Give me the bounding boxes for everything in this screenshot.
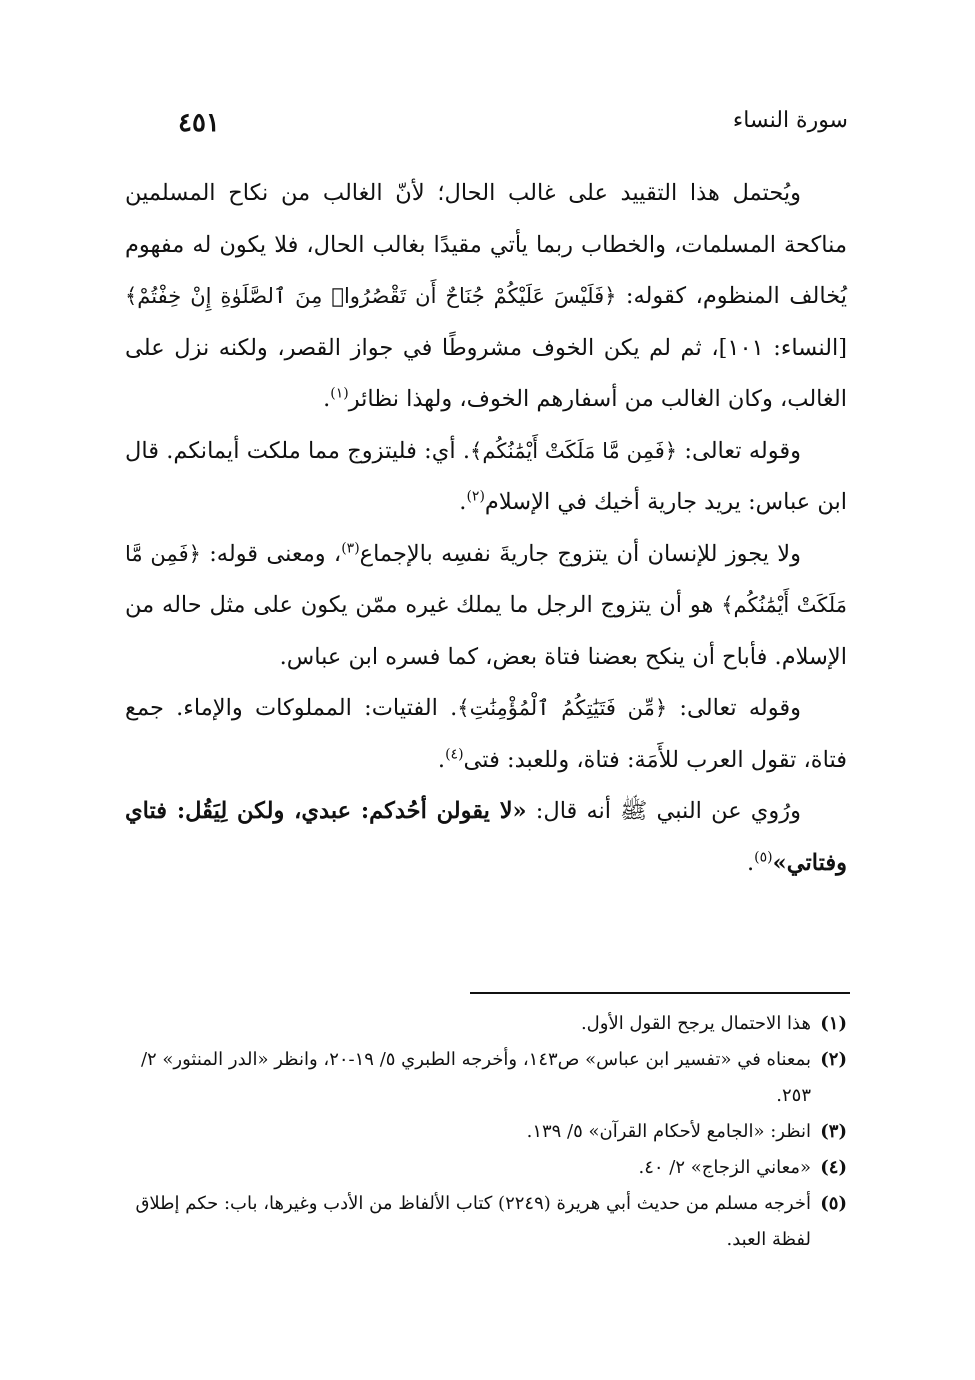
footnote-ref-2[interactable]: (٢) xyxy=(466,488,485,505)
text: ، ومعنى قوله: xyxy=(200,540,342,567)
text: ورُوي عن النبي ﷺ أنه قال: xyxy=(526,798,801,824)
footnote-2 xyxy=(125,1042,847,1114)
paragraph-5 xyxy=(125,786,847,889)
footnote-ref-4[interactable]: (٤) xyxy=(445,746,464,762)
footnotes xyxy=(125,1006,847,1258)
paragraph-3 xyxy=(125,529,847,684)
paragraph-2 xyxy=(125,426,847,529)
text: . xyxy=(437,746,446,773)
footnote-number: (٥) xyxy=(820,1193,847,1214)
text: ولا يجوز للإنسان أن يتزوج جاريةَ نفسِه بالإجماع xyxy=(359,540,802,567)
text: هو أن يتزوج الرجل ما يملك غيره ممّن يكون على مثل حاله من الإسلام. فأباح أن ينكح بعضنا فتاة بعض، كما فسره ابن عباس. xyxy=(125,592,847,670)
text: [النساء: ١٠١]، ثم لم يكن الخوف مشروطًا في جواز القصر، ولكنه نزل على الغالب، وكان الغالب من أسفارهم الخوف، ولهذا نظائر xyxy=(125,334,848,412)
hadith-quote: «لا يقولن أحُدكم: عبدي، ولكن لِيَقُل: فتاي وفتاتي» xyxy=(125,798,847,876)
footnote-number: (٢) xyxy=(820,1049,847,1070)
page-header xyxy=(178,108,848,148)
footnote-text: أخرجه مسلم من حديث أبي هريرة (٢٢٤٩) كتاب الألفاظ من الأدب وغيرها، باب: حكم إطلاق لفظة العبد. xyxy=(135,1193,811,1250)
text: وقوله تعالى: xyxy=(667,695,802,721)
footnote-1 xyxy=(125,1006,847,1042)
text: . xyxy=(459,489,467,515)
main-text xyxy=(125,168,847,889)
quran-verse: ﴿فَمِن مَّا مَلَكَتْ أَيْمَٰنُكُم﴾ xyxy=(125,541,847,617)
quran-verse: ﴿فَلَيْسَ عَلَيْكُمْ جُنَاحٌ أَن تَقْصُرُوا۟ مِنَ ٱلصَّلَوٰةِ إِنْ خِفْتُمْ﴾ xyxy=(125,284,617,308)
text: ويُحتمل هذا التقييد على غالب الحال؛ لأنّ الغالب من نكاح المسلمين مناكحة المسلمات، والخطاب ربما يأتي مقيدًا بغالب الحال، فلا يكون له مفهوم يُخالف المنظوم، كقوله: xyxy=(125,180,847,309)
footnote-text: «معاني الزجاج» ٢/ ٤٠. xyxy=(638,1157,811,1178)
quran-verse: ﴿فَمِن مَّا مَلَكَتْ أَيْمَٰنُكُم﴾ xyxy=(470,438,678,463)
footnote-number: (١) xyxy=(820,1013,847,1034)
text: وقوله تعالى: xyxy=(677,437,801,464)
paragraph-4 xyxy=(125,683,847,786)
footnote-text: هذا الاحتمال يرجح القول الأول. xyxy=(580,1013,811,1034)
footnote-5 xyxy=(125,1186,847,1258)
footnote-4 xyxy=(125,1150,847,1186)
footnote-3 xyxy=(125,1114,847,1150)
page-number: ٤٥١ xyxy=(178,108,220,138)
paragraph-1 xyxy=(125,168,847,426)
footnote-ref-3[interactable]: (٣) xyxy=(341,540,360,556)
footnote-number: (٣) xyxy=(820,1121,847,1142)
text: . أي: فليتزوج مما ملكت أيمانكم. قال ابن عباس: يريد جارية أخيك في الإسلام xyxy=(125,437,847,515)
footnote-ref-5[interactable]: (٥) xyxy=(754,849,773,865)
footnote-text: انظر: «الجامع لأحكام القرآن» ٥/ ١٣٩. xyxy=(526,1121,811,1142)
footnote-ref-1[interactable]: (١) xyxy=(330,385,349,402)
surah-title: سورة النساء xyxy=(732,108,848,133)
text: . xyxy=(747,849,755,876)
quran-verse: ﴿مِّن فَتَيَٰتِكُمُ ٱلْمُؤْمِنَٰتِ﴾ xyxy=(457,696,668,720)
footnote-number: (٤) xyxy=(820,1157,847,1178)
footnote-separator xyxy=(470,992,850,994)
footnote-text: بمعناه في «تفسير ابن عباس» ص١٤٣، وأخرجه الطبري ٥/ ١٩-٢٠، وانظر «الدر المنثور» ٢/ ٢٥٣. xyxy=(140,1049,811,1106)
text: . xyxy=(323,386,331,412)
text: . الفتيات: المملوكات والإماء. جمع فتاة، تقول العرب للأَمَة: فتاة، وللعبد: فتى xyxy=(125,695,847,773)
